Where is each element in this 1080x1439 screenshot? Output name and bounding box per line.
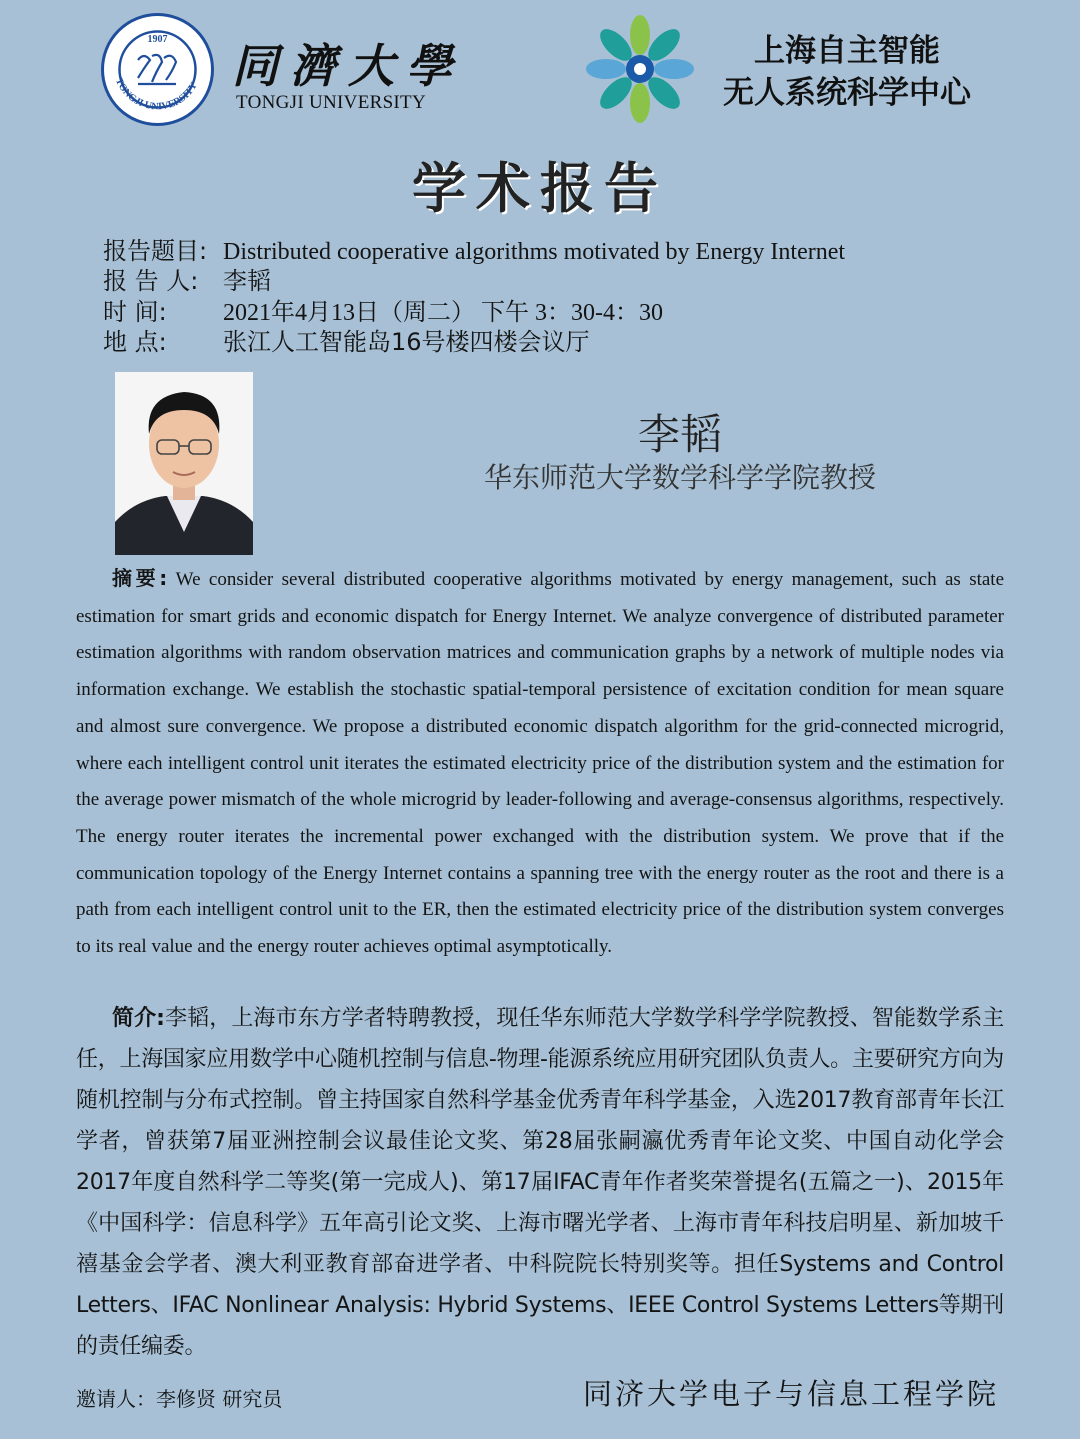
poster-title: 学术报告 (412, 157, 668, 220)
bio-text: 李韬，上海市东方学者特聘教授，现任华东师范大学数学科学学院教授、智能数学系主任，上海国家应用数学中心随机控制与信息-物理-能源系统应用研究团队负责人。主要研究方向为随机控制与分布式控制。曾主持国家自然科学基金优秀青年科学基金，入选2017教育部青年长江学者，曾获第7届亚洲控制会议最佳论文奖、第28届张嗣瀛优秀青年论文奖、中国自动化学会2017年度自然科学二等奖(第一完成人)、第17届IFAC青年作者奖荣誉提名(五篇之一)、2015年《中国科学：信息科学》五年高引论文奖、上海市曙光学者、上海市青年科技启明星、新加坡千禧基金会学者、澳大利亚教育部奋进学者、中科院院长特别奖等。担任Systems and Control Letters、IFAC Nonlinear Analysis: Hybrid Systems、IEEE Control Systems Letters等期刊的责任编委。 (76, 1006, 1005, 1359)
host-school: 同济大学电子与信息工程学院 (583, 1377, 1000, 1411)
bio-label: 简介: (112, 1006, 165, 1031)
place-label: 地 点: (103, 328, 167, 356)
info-row-speaker (103, 266, 271, 296)
inviter: 邀请人：李修贤 研究员 (76, 1387, 283, 1411)
tongji-name-english: TONGJI UNIVERSITY (236, 92, 426, 113)
speaker-affiliation: 华东师范大学数学科学学院教授 (483, 461, 876, 494)
center-name-line2: 无人系统科学中心 (723, 75, 971, 111)
time-label: 时 间: (103, 298, 167, 326)
abstract-text: We consider several distributed cooperative algorithms motivated by energy management, such as state estimation for smart grids and economic dispatch for Energy Internet. We analyze convergence of distributed parameter estimation algorithms with random observation matrices and communication graphs by a network of multiple nodes via information exchange. We establish the stochastic spatial-temporal persistence of excitation condition for mean square and almost sure convergence. We propose a distributed economic dispatch algorithm for the grid-connected microgrid, where each intelligent control unit iterates the estimated electricity price of the distribution system and the estimation for the average power mismatch of the whole microgrid by leader-following and average-consensus algorithms, respectively. The energy router iterates the incremental power exchanged with the distribution system. We prove that if the communication topology of the Energy Internet contains a spanning tree with the energy router as the root and there is a path from each intelligent control unit to the ER, then the estimated electricity price of the distribution system converges to its real value and the energy router achieves optimal asymptotically. (76, 569, 1005, 958)
speaker-photo (115, 372, 253, 555)
info-row-time (103, 297, 663, 327)
bio-paragraph (76, 998, 1004, 1367)
seal-ring-text: TONGJI UNIVERSITY (113, 76, 200, 113)
info-row-topic (103, 236, 845, 266)
seal-year: 1907 (147, 34, 168, 45)
tongji-university-seal-logo (100, 12, 215, 127)
autonomous-systems-center-logo (585, 14, 695, 124)
speaker-name: 李韬 (637, 410, 722, 459)
abstract-paragraph (76, 560, 1004, 966)
time-value: 2021年4月13日（周二） 下午 3：30-4：30 (223, 300, 663, 326)
place-value: 张江人工智能岛16号楼四楼会议厅 (223, 328, 590, 356)
abstract-label: 摘要: (112, 566, 168, 590)
info-row-place (103, 327, 590, 357)
center-name-line1: 上海自主智能 (754, 33, 940, 69)
speaker-value: 李韬 (223, 267, 271, 295)
speaker-label: 报 告 人: (103, 267, 199, 295)
topic-value: Distributed cooperative algorithms motivated by Energy Internet (223, 239, 846, 265)
center-name (712, 30, 982, 114)
topic-label: 报告题目: (103, 237, 208, 265)
tongji-name-chinese: 同濟大學 (232, 39, 464, 93)
